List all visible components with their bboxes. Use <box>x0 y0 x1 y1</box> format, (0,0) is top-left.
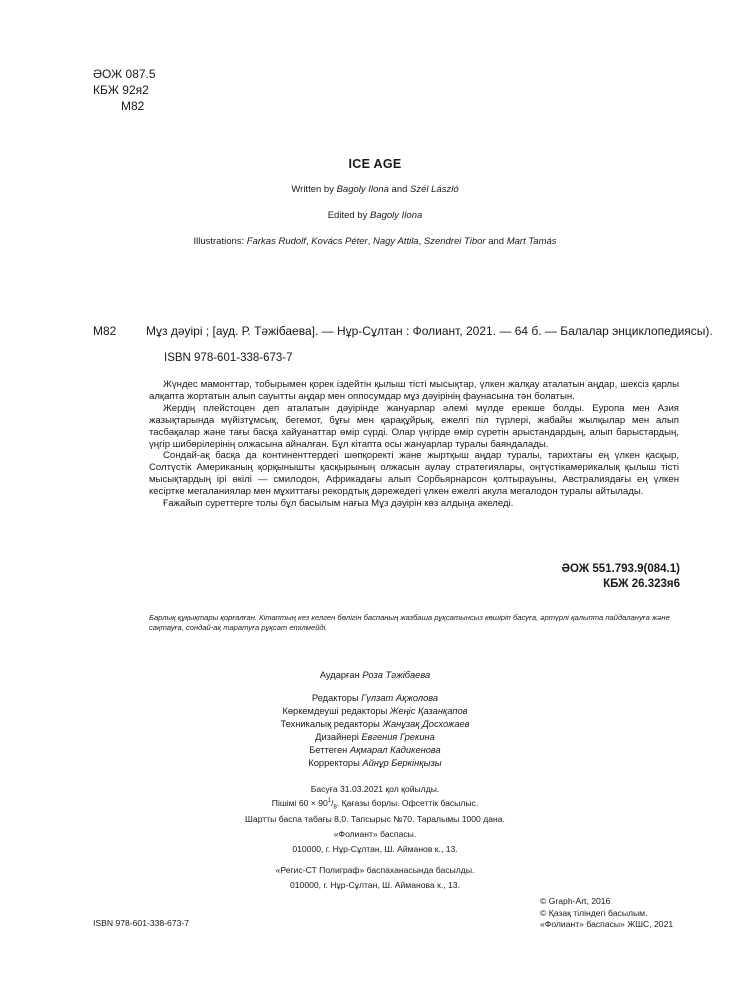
isbn-catalog: ISBN 978-601-338-673-7 <box>164 352 293 364</box>
bbk-code: КБЖ 26.323я6 <box>603 578 680 590</box>
author-name: Bagoly Ilona <box>336 184 389 195</box>
staff-list <box>0 692 750 770</box>
format-sup: 1 <box>327 797 332 804</box>
format-prefix: Пішімі 60 × 90 <box>271 797 328 808</box>
signed-for-print: Басуға 31.03.2021 қол қойылды. <box>310 784 440 794</box>
udk-code: ӘОЖ 087.5 <box>93 67 156 81</box>
illustrator-name: Farkas Rudolf <box>246 236 306 247</box>
printer-address: 010000, г. Нұр-Сұлтан, Ш. Айманова к., 13. <box>289 879 460 890</box>
edited-prefix: Edited by <box>327 210 368 221</box>
written-prefix: Written by <box>291 184 334 195</box>
illustrator-name: Szendrei Tibor <box>423 236 486 247</box>
editor-name: Bagoly Ilona <box>369 210 423 221</box>
copyright-line: «Фолиант» баспасы» ЖШС, 2021 <box>540 919 674 929</box>
staff-role: Корректоры <box>308 758 360 768</box>
and-text: and <box>488 236 505 247</box>
publisher-name: «Фолиант» баспасы. <box>333 829 417 839</box>
staff-name: Ақмарал Кадикенова <box>349 745 441 755</box>
publisher-info <box>0 829 750 855</box>
staff-line <box>0 718 750 731</box>
staff-name: Гүлзат Ақжолова <box>361 693 439 703</box>
staff-role: Беттеген <box>309 745 348 755</box>
printer-info <box>0 865 750 891</box>
illustrator-name: Kovács Péter <box>311 236 368 247</box>
copyright-block <box>540 896 673 931</box>
staff-line <box>0 744 750 757</box>
staff-name: Евгения Грекина <box>361 732 435 742</box>
annotation-paragraph: Жердің плейстоцен деп аталатын дәуірінде жануарлар әлемі мүлде ерекше болды. Еуропа мен Азия жазықтарында мүйізтұмсық, бегемот, бұғы мен қарақұйрық, ежелгі піл түрлері, жабайы жылқылар мен алып тасбақалар және тағы басқа хайуанаттар өмір сүрді. Олар үңгірде өмір сүретін арыстандардың, алып барыстардың, үңгір шибөрілерінің олжасына айналған. Бұл кітапта осы жануарлар туралы баяндалады. <box>149 402 679 450</box>
translator-label: Аударған <box>319 670 360 680</box>
udc-classification-bottom <box>520 562 680 592</box>
illustrations-prefix: Illustrations: <box>193 236 245 247</box>
staff-role: Дизайнері <box>315 732 359 742</box>
annotation-paragraph: Жүндес мамонттар, тобырымен қорек іздейтін қылыш тісті мысықтар, үлкен жалқау аталатын аңдар, шексіз қарлы алқапта жортатын алып сауытты аңдар мен оппосумдар мұз дәуірінің фаунасына тән болатын. <box>149 379 679 402</box>
author-name: Szél László <box>410 184 459 195</box>
written-by-line <box>0 184 750 195</box>
bbk-code: КБЖ 92я2 <box>93 83 149 97</box>
book-title: ICE AGE <box>348 157 402 171</box>
rights-notice: Барлық құқықтары қорғалған. Кітаптың кез келген бөлігін баспаның жазбаша рұқсатынсыз көшіріп басуға, әртүрлі қалыпта пайдалануға және сақтауға, сондай-ақ таратуға рұқсат етілмейді. <box>149 613 670 632</box>
format-sub: 8 <box>333 804 337 811</box>
print-details <box>0 784 750 825</box>
illustrations-line: Illustrations: Farkas Rudolf, Kovács Péter, Nagy Attila, Szendrei Tibor and Mart Tamás <box>193 236 557 247</box>
annotation-paragraph: Сондай-ақ басқа да континенттердегі шөпқоректі және жыртқыш аңдар туралы, тарихтағы ең үлкен қасқыр, Солтүстік Американың қорқынышты қасқырының олжасын аулау стратегиялары, оңтүстікамерикалық қылыш тісті мысықтардың ірі өкілі — смилодон, Африкадағы алып Сорбьярнарсон қолтырауыны, Австралиядағы ең үлкен кесіртке мегаланиялар мен мұхиттағы рекордтық дәрежедегі үлкен ежелгі акула мегалодон туралы айтылады. <box>149 450 679 498</box>
staff-line <box>0 731 750 744</box>
staff-name: Айнұр Беркінқызы <box>362 758 442 768</box>
staff-role: Редакторы <box>311 693 359 703</box>
udk-code: ӘОЖ 551.793.9(084.1) <box>561 563 680 575</box>
isbn-bottom: ISBN 978-601-338-673-7 <box>93 918 190 928</box>
copyright-line: © Қазақ тіліндегі басылым. <box>540 907 648 918</box>
catalog-reference: Мұз дәуірі ; [ауд. Р. Тәжібаева]. — Нұр-Сұлтан : Фолиант, 2021. — 64 б. — Балалар энциклопедиясы). <box>146 324 713 338</box>
illustrator-name: Nagy Attila <box>373 236 419 247</box>
copyright-line: © Graph-Art, 2016 <box>540 896 611 906</box>
staff-role: Көркемдеуші редакторы <box>282 706 388 716</box>
udc-classification-top <box>93 66 156 114</box>
publisher-address: 010000, г. Нұр-Сұлтан, Ш. Айманов к., 13. <box>292 843 458 854</box>
annotation-paragraph: Ғажайып суреттерге толы бұл басылым нағыз Мұз дәуірін көз алдыңа әкеледі. <box>163 498 514 510</box>
catalog-code: М82 <box>93 324 117 338</box>
translator-name: Роза Тәжібаева <box>362 670 431 680</box>
translator-line <box>0 669 750 682</box>
staff-line <box>0 692 750 705</box>
sheets-line: Шартты баспа табағы 8,0. Тапсырыс №70. Таралымы 1000 дана. <box>245 813 505 824</box>
format-suffix: . Қағазы борлы. Офсеттік басылыс. <box>336 797 479 808</box>
staff-line <box>0 705 750 718</box>
and-text: and <box>391 184 408 195</box>
author-code: М82 <box>121 99 145 113</box>
annotation <box>149 379 679 510</box>
staff-line <box>0 757 750 770</box>
printer-name: «Регис-СТ Полиграф» баспаханасында басылды. <box>275 865 475 875</box>
format-line: Пішімі $60 \times 90^1/_8$. Қағазы борлы. Офсеттік басылыс. <box>271 797 479 811</box>
staff-name: Жанұзақ Досхожаев <box>382 719 470 729</box>
illustrator-name: Mart Tamás <box>506 236 557 247</box>
staff-name: Жеңіс Қазанқапов <box>389 706 468 716</box>
staff-role: Техникалық редакторы <box>280 719 380 729</box>
edited-by-line <box>0 210 750 221</box>
